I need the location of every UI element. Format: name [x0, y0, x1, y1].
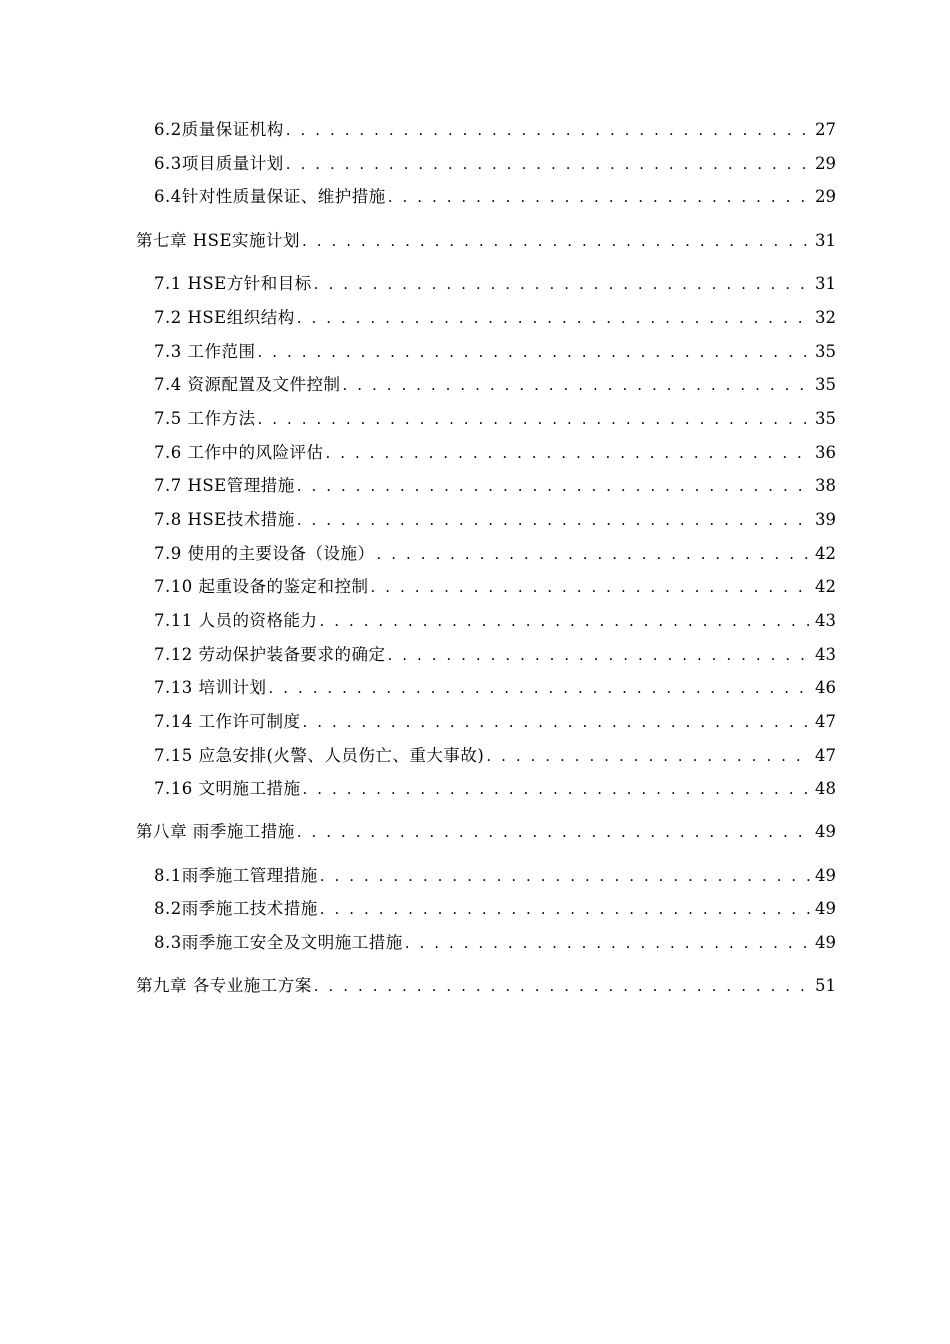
- toc-entry-label: 7.13 培训计划: [154, 678, 267, 697]
- dot-leader: [388, 187, 811, 207]
- dot-leader: [302, 712, 811, 732]
- dot-leader: [297, 476, 811, 496]
- toc-chapter-entry[interactable]: [136, 223, 836, 251]
- toc-entry-label: 7.4 资源配置及文件控制: [154, 375, 341, 394]
- dot-leader: [343, 375, 812, 395]
- toc-entry-page: 49: [815, 822, 836, 841]
- dot-leader: [258, 342, 812, 362]
- toc-entry-label: 8.1雨季施工管理措施: [154, 866, 318, 885]
- dot-leader: [297, 510, 811, 530]
- dot-leader: [302, 231, 811, 251]
- toc-entry-label: 7.3 工作范围: [154, 342, 256, 361]
- toc-entry-label: 8.3雨季施工安全及文明施工措施: [154, 933, 403, 952]
- toc-entry-page: 47: [815, 746, 836, 765]
- toc-entry-page: 31: [815, 274, 836, 293]
- toc-entry-page: 31: [815, 231, 836, 250]
- toc-entry[interactable]: [154, 858, 836, 886]
- toc-entry[interactable]: [154, 569, 836, 597]
- toc-entry-label: 6.2质量保证机构: [154, 120, 284, 139]
- toc-entry[interactable]: [154, 603, 836, 631]
- toc-entry[interactable]: [154, 367, 836, 395]
- toc-entry-page: 29: [815, 154, 836, 173]
- toc-entry-page: 35: [815, 375, 836, 394]
- dot-leader: [268, 678, 811, 698]
- toc-entry-label: 7.7 HSE管理措施: [154, 476, 295, 495]
- dot-leader: [486, 746, 811, 766]
- toc-entry-label: 第九章 各专业施工方案: [136, 976, 312, 995]
- toc-entry[interactable]: [154, 637, 836, 665]
- dot-leader: [286, 154, 811, 174]
- dot-leader: [320, 899, 811, 919]
- toc-entry-label: 7.5 工作方法: [154, 409, 256, 428]
- toc-entry[interactable]: [154, 179, 836, 207]
- toc-entry-page: 49: [815, 866, 836, 885]
- dot-leader: [314, 976, 811, 996]
- dot-leader: [258, 409, 812, 429]
- toc-entry[interactable]: [154, 502, 836, 530]
- toc-entry-page: 49: [815, 933, 836, 952]
- toc-entry[interactable]: [154, 771, 836, 799]
- toc-entry-label: 6.4针对性质量保证、维护措施: [154, 187, 386, 206]
- toc-entry[interactable]: [154, 146, 836, 174]
- toc-entry-page: 42: [815, 577, 836, 596]
- toc-entry-page: 43: [815, 645, 836, 664]
- dot-leader: [377, 544, 812, 564]
- toc-entry-page: 43: [815, 611, 836, 630]
- toc-entry[interactable]: [154, 925, 836, 953]
- toc-entry-page: 29: [815, 187, 836, 206]
- toc-entry-page: 49: [815, 899, 836, 918]
- toc-entry-label: 7.8 HSE技术措施: [154, 510, 295, 529]
- toc-entry[interactable]: [154, 266, 836, 294]
- toc-entry-page: 48: [815, 779, 836, 798]
- toc-entry-label: 7.1 HSE方针和目标: [154, 274, 312, 293]
- toc-entry[interactable]: [154, 536, 836, 564]
- toc-entry[interactable]: [154, 112, 836, 140]
- toc-entry-label: 第七章 HSE实施计划: [136, 231, 300, 250]
- toc-entry[interactable]: [154, 704, 836, 732]
- toc-entry-label: 7.14 工作许可制度: [154, 712, 301, 731]
- toc-entry-page: 32: [815, 308, 836, 327]
- toc-entry[interactable]: [154, 334, 836, 362]
- toc-entry[interactable]: [154, 300, 836, 328]
- dot-leader: [297, 308, 811, 328]
- toc-entry-page: 35: [815, 409, 836, 428]
- toc-entry[interactable]: [154, 670, 836, 698]
- dot-leader: [297, 822, 811, 842]
- toc-entry-page: 39: [815, 510, 836, 529]
- toc-entry-label: 7.2 HSE组织结构: [154, 308, 295, 327]
- toc-entry-label: 8.2雨季施工技术措施: [154, 899, 318, 918]
- toc-entry[interactable]: [154, 738, 836, 766]
- toc-entry-label: 7.16 文明施工措施: [154, 779, 301, 798]
- toc-entry-page: 27: [815, 120, 836, 139]
- dot-leader: [286, 120, 811, 140]
- toc-entry[interactable]: [154, 435, 836, 463]
- toc-entry-page: 35: [815, 342, 836, 361]
- toc-entry-label: 7.9 使用的主要设备（设施）: [154, 544, 375, 563]
- toc-entry-label: 7.15 应急安排(火警、人员伤亡、重大事故): [154, 746, 485, 765]
- toc-chapter-entry[interactable]: [136, 814, 836, 842]
- toc-chapter-entry[interactable]: [136, 968, 836, 996]
- dot-leader: [405, 933, 811, 953]
- dot-leader: [370, 577, 811, 597]
- toc-entry[interactable]: [154, 891, 836, 919]
- toc-entry-label: 7.11 人员的资格能力: [154, 611, 318, 630]
- toc-entry-page: 47: [815, 712, 836, 731]
- toc-entry-page: 36: [815, 443, 836, 462]
- dot-leader: [320, 866, 811, 886]
- toc-entry-page: 42: [815, 544, 836, 563]
- toc-entry[interactable]: [154, 401, 836, 429]
- toc-entry-label: 7.12 劳动保护装备要求的确定: [154, 645, 386, 664]
- toc-entry-page: 51: [815, 976, 836, 995]
- dot-leader: [302, 779, 811, 799]
- toc-entry[interactable]: [154, 468, 836, 496]
- dot-leader: [326, 443, 812, 463]
- toc-entry-label: 7.6 工作中的风险评估: [154, 443, 324, 462]
- toc-entry-label: 第八章 雨季施工措施: [136, 822, 295, 841]
- toc-entry-page: 38: [815, 476, 836, 495]
- dot-leader: [387, 645, 811, 665]
- toc-entry-label: 6.3项目质量计划: [154, 154, 284, 173]
- dot-leader: [314, 274, 811, 294]
- dot-leader: [319, 611, 811, 631]
- toc-entry-page: 46: [815, 678, 836, 697]
- toc-entry-label: 7.10 起重设备的鉴定和控制: [154, 577, 369, 596]
